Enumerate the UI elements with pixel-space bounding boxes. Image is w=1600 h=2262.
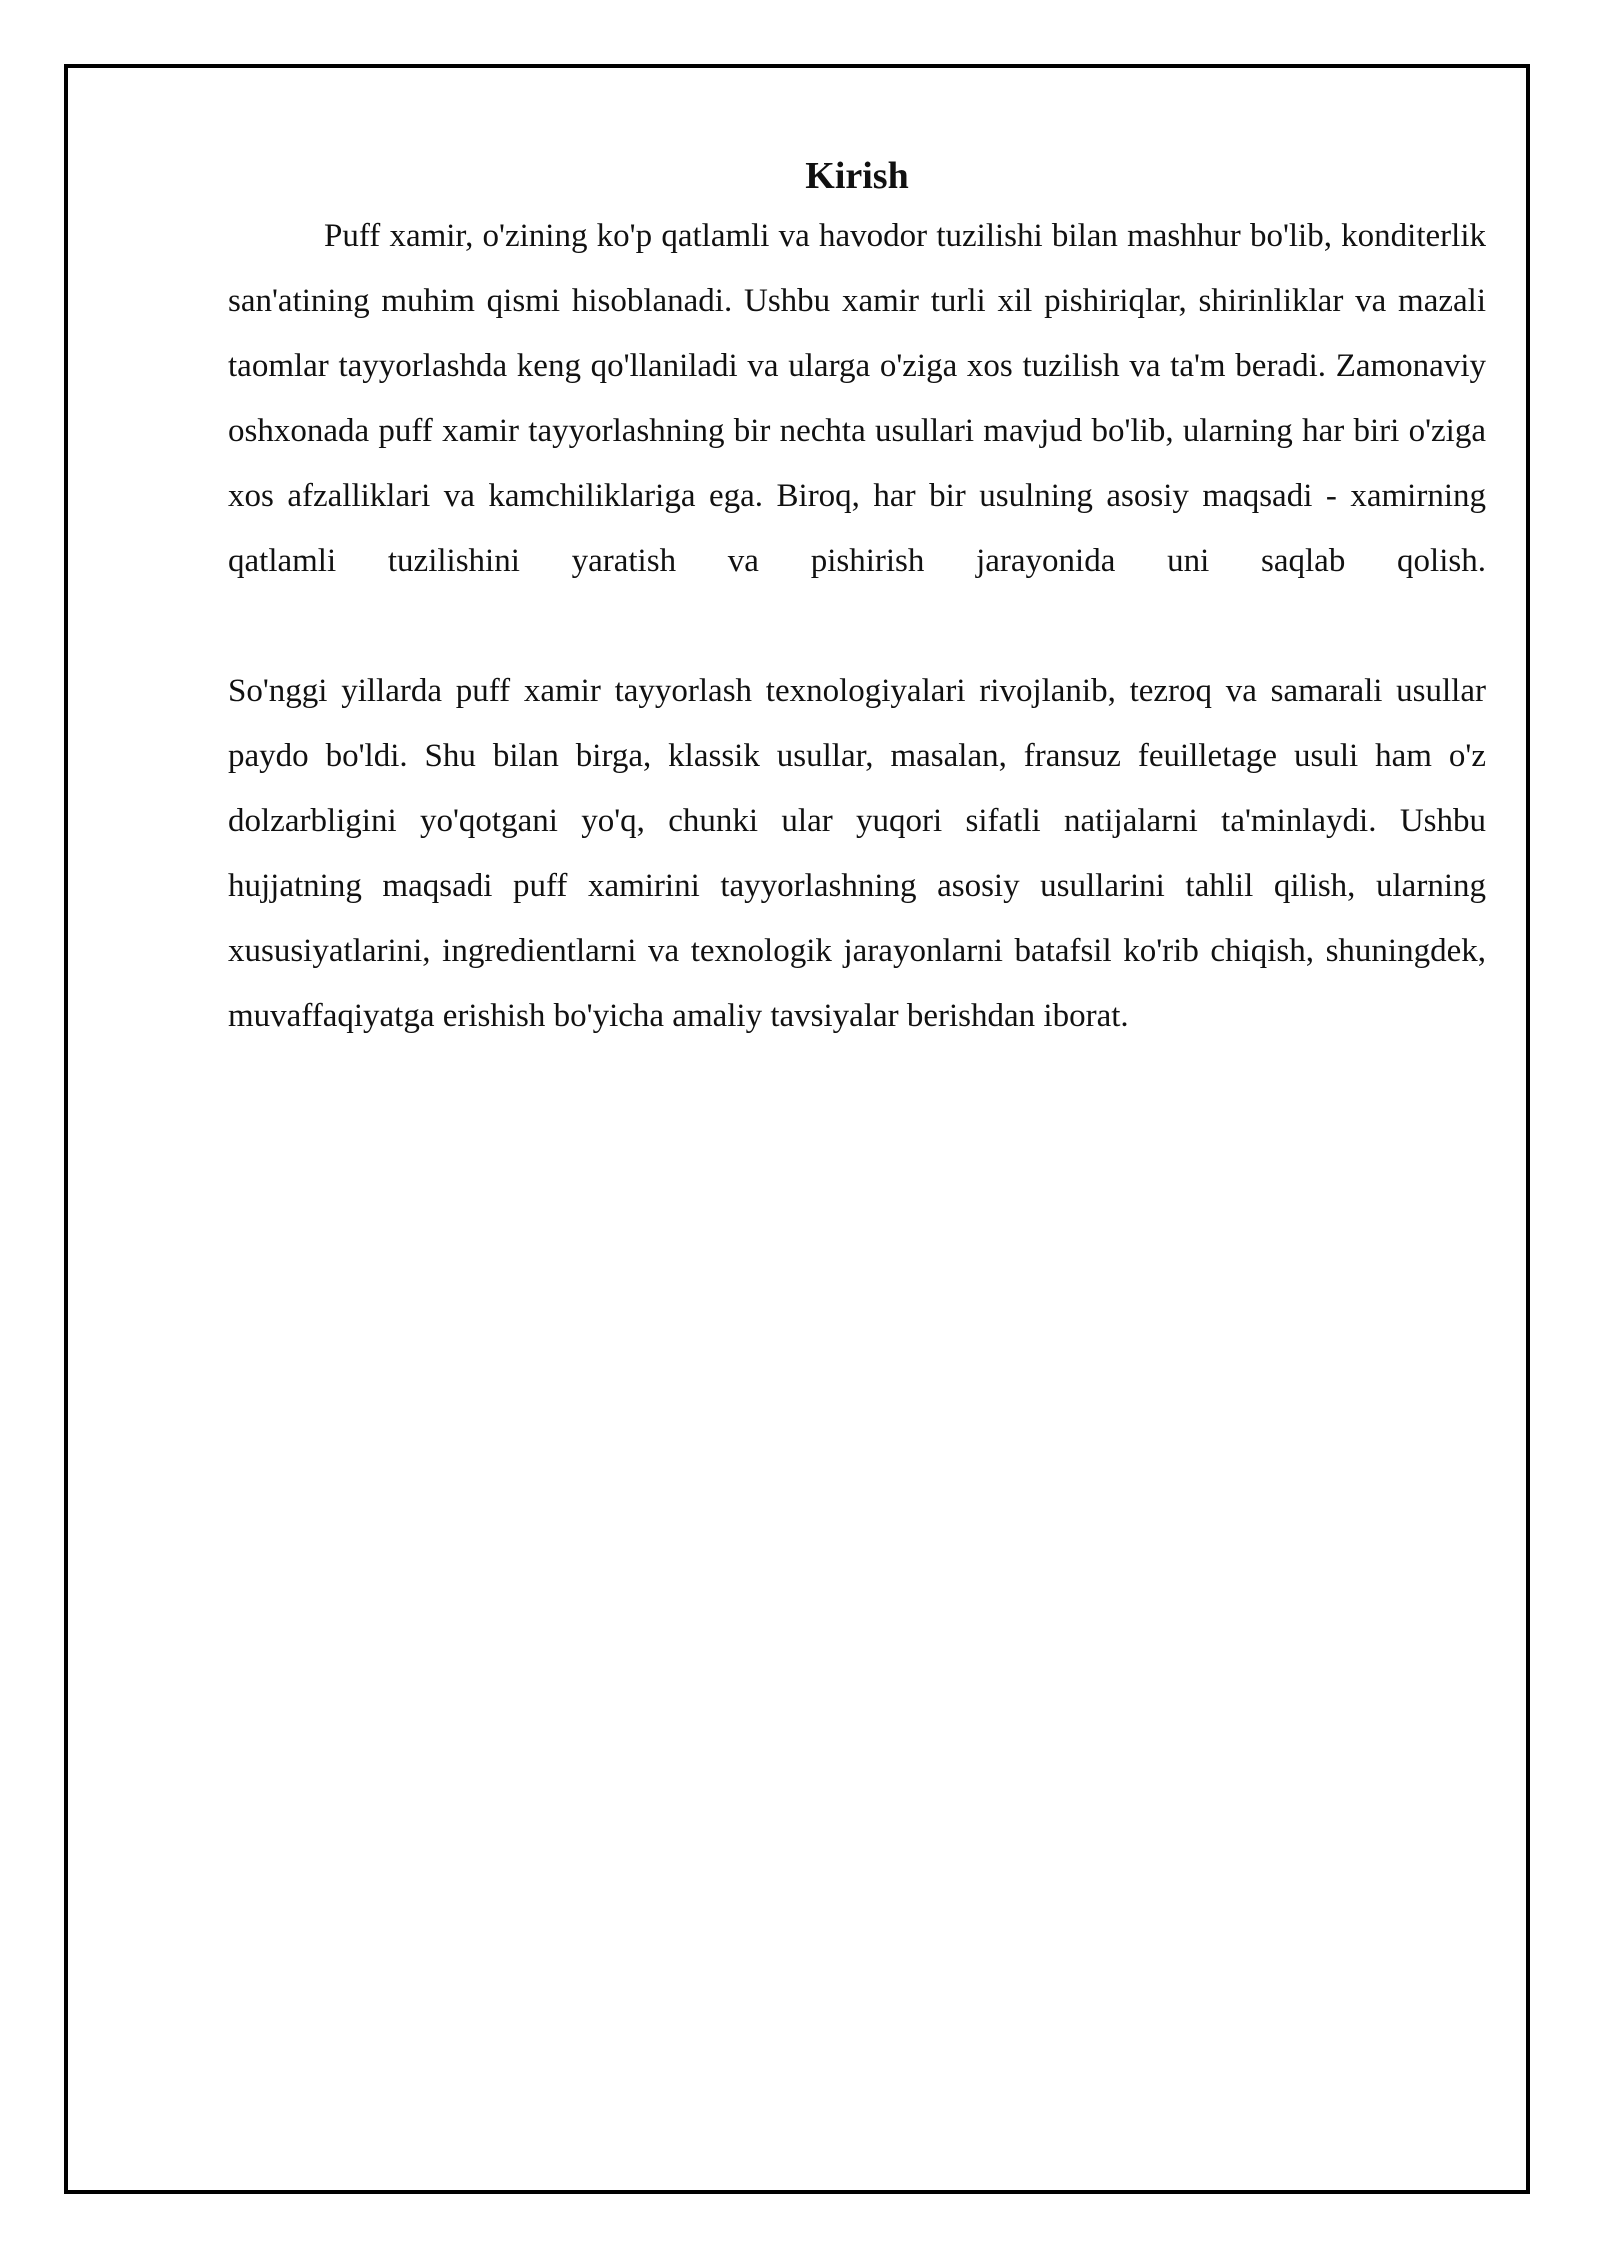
paragraph-spacer (228, 594, 1486, 659)
paragraph-technologies: So'nggi yillarda puff xamir tayyorlash texnologiyalari rivojlanib, tezroq va samarali usullar paydo bo'ldi. Shu bilan birga, klassik usullar, masalan, fransuz feuilletage usuli ham o'z dolzarbligini yo'qotgani yo'q, chunki ular yuqori sifatli natijalarni ta'minlaydi. Ushbu hujjatning maqsadi puff xamirini tayyorlashning asosiy usullarini tahlil qilish, ularning xususiyatlarini, ingredientlarni va texnologik jarayonlarni batafsil ko'rib chiqish, shuningdek, muvaffaqiyatga erishish bo'yicha amaliy tavsiyalar berishdan iborat. (228, 673, 1486, 1034)
document-body (228, 148, 1486, 1049)
document-title: Kirish (805, 155, 909, 197)
paragraph-intro: Puff xamir, o'zining ko'p qatlamli va havodor tuzilishi bilan mashhur bo'lib, konditerlik san'atining muhim qismi hisoblanadi. Ushbu xamir turli xil pishiriqlar, shirinliklar va mazali taomlar tayyorlashda keng qo'llaniladi va ularga o'ziga xos tuzilish va ta'm beradi. Zamonaviy oshxonada puff xamir tayyorlashning bir nechta usullari mavjud bo'lib, ularning har biri o'ziga xos afzalliklari va kamchiliklariga ega. Biroq, har bir usulning asosiy maqsadi - xamirning qatlamli tuzilishini yaratish va pishirish jarayonida uni saqlab qolish. (228, 218, 1486, 579)
